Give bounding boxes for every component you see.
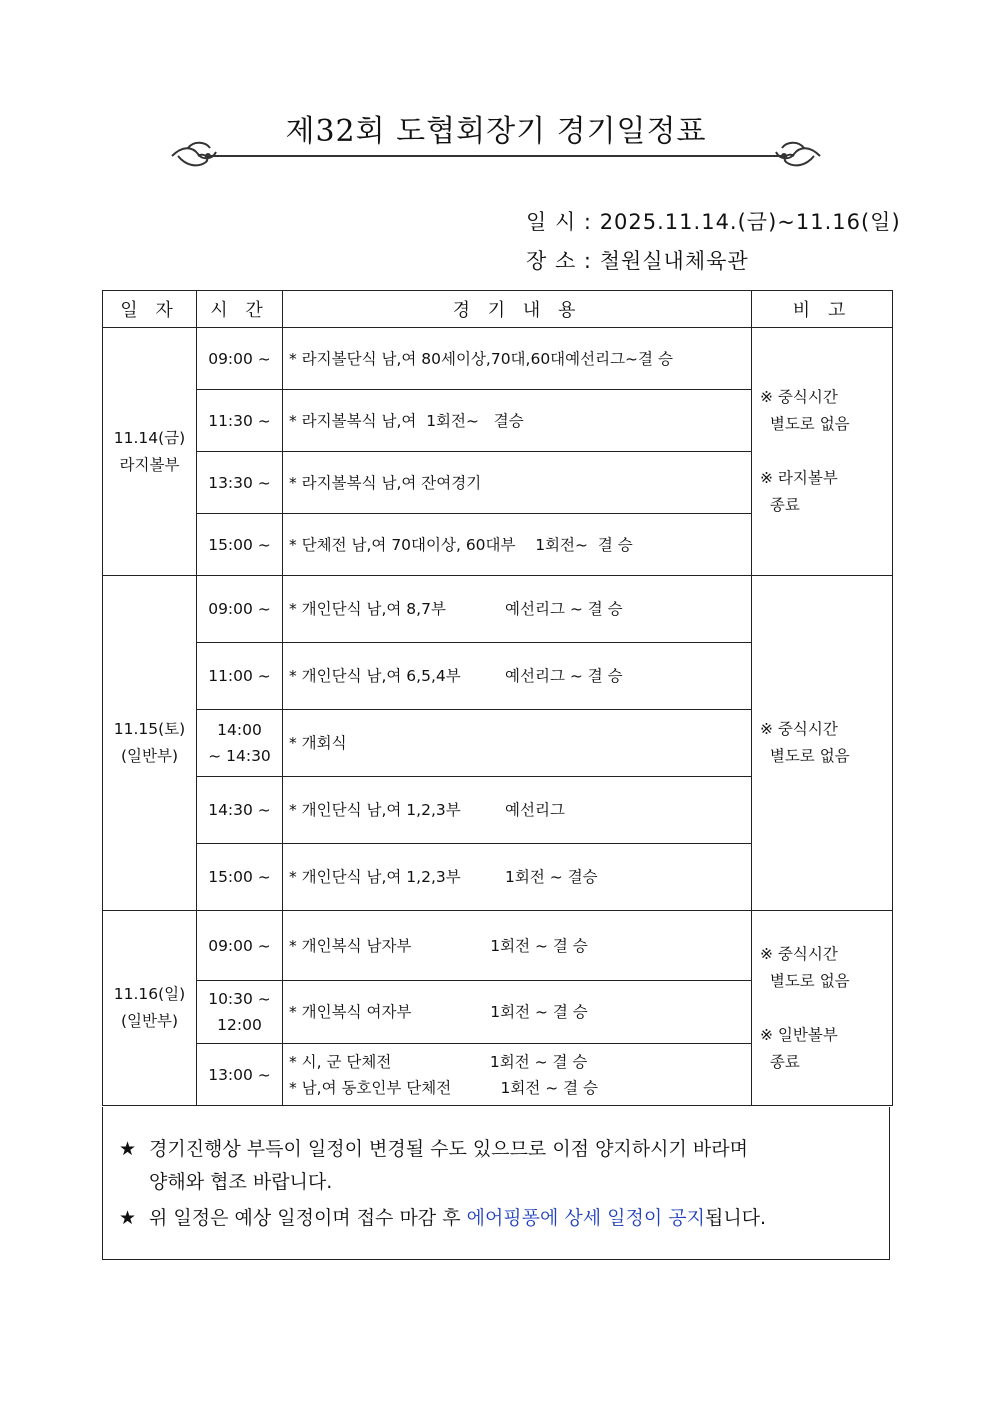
day-date: 11.16(일): [113, 985, 186, 1003]
note-line: [760, 438, 892, 465]
notice-2-text-b: 됩니다.: [704, 1207, 767, 1229]
date-label: 일 시 :: [526, 210, 592, 234]
time-cell: 14:30 ~: [197, 777, 283, 844]
event-place: [526, 245, 749, 275]
content-cell: * 개인복식 남자부 1회전 ~ 결 승: [283, 911, 752, 981]
note-line: ※ 라지볼부: [760, 469, 838, 487]
content-cell: * 라지볼복식 남,여 잔여경기: [283, 452, 752, 514]
time-cell: 15:00 ~: [197, 844, 283, 911]
star-icon: ★: [119, 1207, 137, 1229]
content-cell: * 개인단식 남,여 6,5,4부 예선리그 ~ 결 승: [283, 643, 752, 710]
time-cell: 13:30 ~: [197, 452, 283, 514]
header-date: 일 자: [103, 291, 197, 328]
header-note: 비 고: [752, 291, 893, 328]
notice-2-text-a: 위 일정은 예상 일정이며 접수 마감 후: [149, 1207, 467, 1229]
content-cell: * 단체전 남,여 70대이상, 60대부 1회전~ 결 승: [283, 514, 752, 576]
content-cell: * 개인단식 남,여 8,7부 예선리그 ~ 결 승: [283, 576, 752, 643]
notice-1: [119, 1133, 889, 1199]
notice-2: [119, 1202, 889, 1235]
date-value: 2025.11.14.(금)~11.16(일): [599, 210, 901, 234]
notice-1-text: 경기진행상 부득이 일정이 변경될 수도 있으므로 이점 양지하시기 바라며: [149, 1138, 748, 1160]
note-line: ※ 중식시간: [760, 720, 838, 738]
notice-1-cont: 양해와 협조 바랍니다.: [149, 1171, 333, 1193]
content-cell: * 개인단식 남,여 1,2,3부 예선리그: [283, 777, 752, 844]
time-cell: 09:00 ~: [197, 576, 283, 643]
day-date: 11.15(토): [113, 720, 186, 738]
time-cell: 11:30 ~: [197, 390, 283, 452]
note-line: ※ 중식시간: [760, 388, 838, 406]
schedule-table: [102, 290, 893, 1106]
event-date: [526, 206, 901, 236]
notice-2-highlight: 에어핑퐁에 상세 일정이 공지: [466, 1207, 705, 1229]
note-line: 별도로 없음: [760, 747, 850, 765]
place-value: 철원실내체육관: [599, 249, 749, 273]
table-header-row: [103, 291, 893, 328]
time-cell: 15:00 ~: [197, 514, 283, 576]
page-title: 제32회 도협회장기 경기일정표: [285, 114, 707, 149]
time-cell: 09:00 ~: [197, 328, 283, 390]
day-division: (일반부): [120, 1012, 178, 1030]
note-cell: [752, 576, 893, 911]
note-line: ※ 중식시간: [760, 944, 838, 963]
day-cell: [103, 328, 197, 576]
content-cell: * 시, 군 단체전 1회전 ~ 결 승 * 남,여 동호인부 단체전 1회전 ~ 결 승: [283, 1044, 752, 1106]
notice-box: [102, 1107, 890, 1260]
content-cell: * 라지볼복식 남,여 1회전~ 결승: [283, 390, 752, 452]
table-row: [103, 911, 893, 981]
day-division: 라지볼부: [119, 455, 180, 474]
note-line: 별도로 없음: [760, 971, 850, 990]
time-cell: 13:00 ~: [197, 1044, 283, 1106]
content-cell: * 라지볼단식 남,여 80세이상,70대,60대예선리그~결 승: [283, 328, 752, 390]
time-cell: 10:30 ~ 12:00: [197, 981, 283, 1044]
place-label: 장 소 :: [526, 249, 592, 273]
note-cell: [752, 911, 893, 1106]
table-row: [103, 576, 893, 643]
day-cell: [103, 911, 197, 1106]
note-line: 별도로 없음: [760, 415, 850, 433]
time-cell: 14:00 ~ 14:30: [197, 710, 283, 777]
content-cell: * 개인복식 여자부 1회전 ~ 결 승: [283, 981, 752, 1044]
content-cell: * 개회식: [283, 710, 752, 777]
note-line: 종료: [760, 1052, 800, 1071]
header-content: 경 기 내 용: [283, 291, 752, 328]
header-time: 시 간: [197, 291, 283, 328]
title-ornament: [168, 136, 824, 176]
note-line: 종료: [760, 496, 800, 514]
star-icon: ★: [119, 1138, 137, 1160]
note-cell: [752, 328, 893, 576]
day-cell: [103, 576, 197, 911]
note-line: [760, 995, 892, 1022]
note-line: ※ 일반볼부: [760, 1025, 838, 1044]
content-cell: * 개인단식 남,여 1,2,3부 1회전 ~ 결승: [283, 844, 752, 911]
time-cell: 11:00 ~: [197, 643, 283, 710]
day-date: 11.14(금): [113, 428, 186, 447]
table-row: [103, 328, 893, 390]
day-division: (일반부): [120, 747, 178, 765]
time-cell: 09:00 ~: [197, 911, 283, 981]
